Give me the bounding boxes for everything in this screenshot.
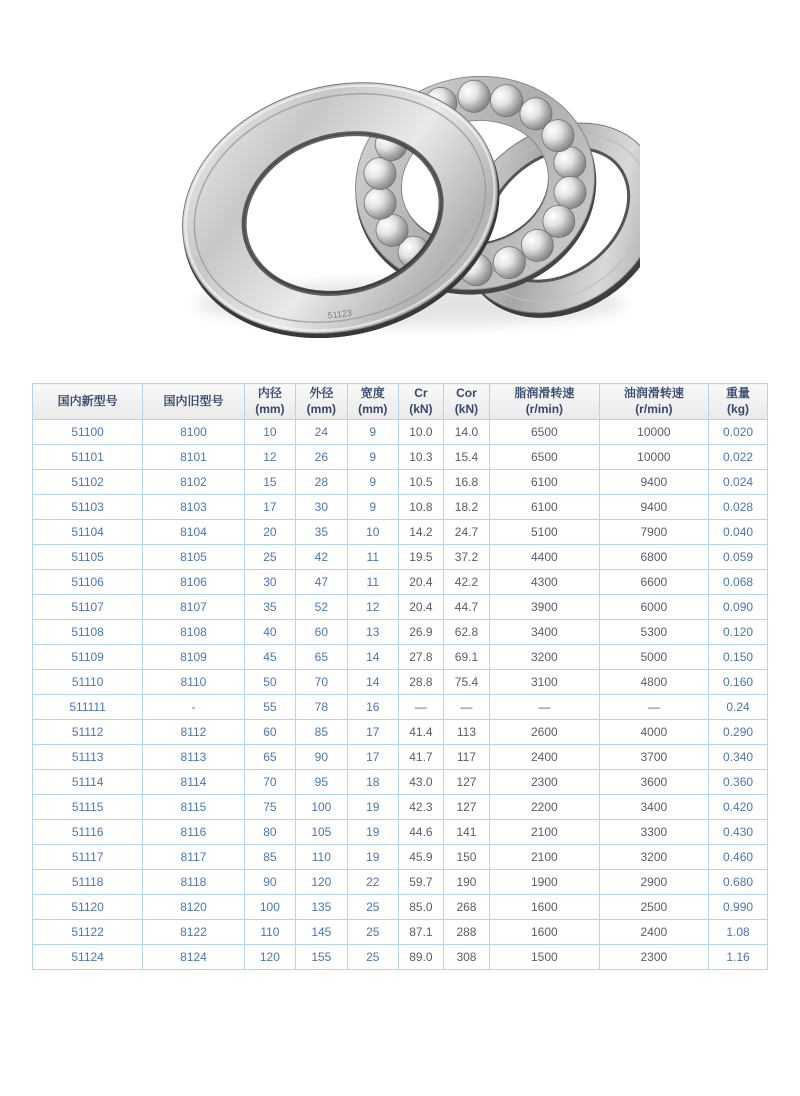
table-cell: 11 (347, 570, 398, 595)
table-cell: 85.0 (398, 895, 443, 920)
table-cell: 0.290 (709, 720, 768, 745)
spec-table-header (33, 384, 768, 420)
table-cell: 10.8 (398, 495, 443, 520)
table-row (33, 845, 768, 870)
table-cell: 51124 (33, 945, 143, 970)
table-cell: 0.340 (709, 745, 768, 770)
table-cell: — (490, 695, 600, 720)
table-row (33, 895, 768, 920)
table-cell: 10.3 (398, 445, 443, 470)
table-cell: 2400 (490, 745, 600, 770)
table-cell: 51108 (33, 620, 143, 645)
table-cell: 8124 (143, 945, 244, 970)
table-cell: 44.7 (443, 595, 489, 620)
table-row (33, 645, 768, 670)
table-cell: 26 (296, 445, 347, 470)
table-cell: 90 (296, 745, 347, 770)
table-cell: 42 (296, 545, 347, 570)
table-cell: 51116 (33, 820, 143, 845)
bearing-spec-table (32, 383, 768, 970)
table-cell: 0.022 (709, 445, 768, 470)
table-cell: 1.08 (709, 920, 768, 945)
table-cell: 150 (443, 845, 489, 870)
table-cell: 0.420 (709, 795, 768, 820)
table-cell: 14 (347, 645, 398, 670)
table-cell: 8106 (143, 570, 244, 595)
table-cell: 50 (244, 670, 295, 695)
table-cell: 11 (347, 545, 398, 570)
table-cell: 10 (244, 420, 295, 445)
table-cell: 10000 (599, 420, 709, 445)
table-cell: 20 (244, 520, 295, 545)
table-cell: 288 (443, 920, 489, 945)
table-cell: 87.1 (398, 920, 443, 945)
table-cell: 0.680 (709, 870, 768, 895)
table-cell: 8103 (143, 495, 244, 520)
table-cell: 65 (296, 645, 347, 670)
table-cell: 6600 (599, 570, 709, 595)
table-cell: 0.990 (709, 895, 768, 920)
table-cell: 51117 (33, 845, 143, 870)
table-cell: 6500 (490, 420, 600, 445)
table-cell: 4400 (490, 545, 600, 570)
table-cell: 0.120 (709, 620, 768, 645)
table-cell: 9 (347, 445, 398, 470)
col-header-8: 油润滑转速 (r/min) (599, 384, 709, 420)
table-cell: 6100 (490, 470, 600, 495)
table-cell: 113 (443, 720, 489, 745)
table-cell: 9400 (599, 470, 709, 495)
table-cell: 42.3 (398, 795, 443, 820)
table-cell: 120 (244, 945, 295, 970)
table-cell: 51120 (33, 895, 143, 920)
table-cell: 10.0 (398, 420, 443, 445)
table-cell: 155 (296, 945, 347, 970)
table-row (33, 520, 768, 545)
table-cell: 0.059 (709, 545, 768, 570)
table-cell: 12 (244, 445, 295, 470)
table-cell: 3200 (599, 845, 709, 870)
table-cell: 6800 (599, 545, 709, 570)
table-row (33, 945, 768, 970)
table-cell: 51115 (33, 795, 143, 820)
table-cell: 3100 (490, 670, 600, 695)
table-cell: 8118 (143, 870, 244, 895)
table-cell: 8116 (143, 820, 244, 845)
table-cell: 9400 (599, 495, 709, 520)
col-header-6: Cor (kN) (443, 384, 489, 420)
table-row (33, 495, 768, 520)
table-cell: 8112 (143, 720, 244, 745)
table-row (33, 870, 768, 895)
table-cell: 51122 (33, 920, 143, 945)
col-header-2: 内径 (mm) (244, 384, 295, 420)
table-cell: 52 (296, 595, 347, 620)
table-cell: 51110 (33, 670, 143, 695)
table-cell: 75 (244, 795, 295, 820)
table-cell: 16.8 (443, 470, 489, 495)
table-cell: 51109 (33, 645, 143, 670)
table-cell: 308 (443, 945, 489, 970)
table-cell: 3400 (599, 795, 709, 820)
table-cell: 20.4 (398, 595, 443, 620)
table-row (33, 695, 768, 720)
table-row (33, 795, 768, 820)
table-cell: 70 (296, 670, 347, 695)
table-cell: 51104 (33, 520, 143, 545)
table-cell: 37.2 (443, 545, 489, 570)
table-cell: 6500 (490, 445, 600, 470)
table-cell: 3400 (490, 620, 600, 645)
table-cell: 511111 (33, 695, 143, 720)
table-cell: 24 (296, 420, 347, 445)
table-cell: 4300 (490, 570, 600, 595)
table-cell: 65 (244, 745, 295, 770)
table-cell: 8107 (143, 595, 244, 620)
table-cell: 5300 (599, 620, 709, 645)
table-row (33, 820, 768, 845)
table-cell: 8100 (143, 420, 244, 445)
table-cell: 8122 (143, 920, 244, 945)
col-header-3: 外径 (mm) (296, 384, 347, 420)
table-cell: 3600 (599, 770, 709, 795)
table-cell: 0.068 (709, 570, 768, 595)
table-cell: 41.4 (398, 720, 443, 745)
table-cell: 95 (296, 770, 347, 795)
table-cell: 0.24 (709, 695, 768, 720)
col-header-4: 宽度 (mm) (347, 384, 398, 420)
col-header-0: 国内新型号 (33, 384, 143, 420)
table-cell: 117 (443, 745, 489, 770)
table-cell: 8117 (143, 845, 244, 870)
table-cell: 10 (347, 520, 398, 545)
table-cell: 51118 (33, 870, 143, 895)
table-cell: 135 (296, 895, 347, 920)
table-cell: 1600 (490, 895, 600, 920)
table-cell: 17 (347, 720, 398, 745)
thrust-bearing-photo (160, 48, 640, 338)
table-cell: 19 (347, 845, 398, 870)
table-cell: 0.090 (709, 595, 768, 620)
table-cell: - (143, 695, 244, 720)
table-cell: 2600 (490, 720, 600, 745)
table-cell: 8102 (143, 470, 244, 495)
table-cell: 30 (296, 495, 347, 520)
table-cell: 70 (244, 770, 295, 795)
table-cell: 15.4 (443, 445, 489, 470)
table-cell: 51114 (33, 770, 143, 795)
table-cell: 8105 (143, 545, 244, 570)
table-cell: 9 (347, 495, 398, 520)
table-cell: 55 (244, 695, 295, 720)
table-cell: 1.16 (709, 945, 768, 970)
table-cell: 190 (443, 870, 489, 895)
table-cell: 25 (347, 920, 398, 945)
table-cell: 268 (443, 895, 489, 920)
table-cell: 8101 (143, 445, 244, 470)
table-cell: 60 (296, 620, 347, 645)
table-cell: 1900 (490, 870, 600, 895)
table-cell: 2500 (599, 895, 709, 920)
table-cell: 8114 (143, 770, 244, 795)
table-cell: 110 (296, 845, 347, 870)
table-cell: 19 (347, 820, 398, 845)
table-cell: 2300 (490, 770, 600, 795)
table-cell: 8109 (143, 645, 244, 670)
table-cell: 51107 (33, 595, 143, 620)
table-cell: 2900 (599, 870, 709, 895)
table-cell: 120 (296, 870, 347, 895)
col-header-1: 国内旧型号 (143, 384, 244, 420)
table-cell: 2200 (490, 795, 600, 820)
table-cell: 51105 (33, 545, 143, 570)
table-cell: 47 (296, 570, 347, 595)
table-cell: 22 (347, 870, 398, 895)
table-cell: 8104 (143, 520, 244, 545)
table-cell: 28.8 (398, 670, 443, 695)
table-cell: 59.7 (398, 870, 443, 895)
table-cell: 0.028 (709, 495, 768, 520)
table-cell: 89.0 (398, 945, 443, 970)
table-cell: 14 (347, 670, 398, 695)
table-cell: 15 (244, 470, 295, 495)
table-cell: 14.2 (398, 520, 443, 545)
washer-engraving: 51123 (327, 307, 353, 321)
table-cell: 10.5 (398, 470, 443, 495)
table-cell: 4800 (599, 670, 709, 695)
table-cell: 35 (296, 520, 347, 545)
table-row (33, 570, 768, 595)
table-row (33, 670, 768, 695)
table-cell: — (398, 695, 443, 720)
col-header-9: 重量 (kg) (709, 384, 768, 420)
table-cell: 10000 (599, 445, 709, 470)
table-row (33, 720, 768, 745)
table-cell: 2100 (490, 820, 600, 845)
table-cell: 0.150 (709, 645, 768, 670)
table-cell: 9 (347, 470, 398, 495)
table-cell: 60 (244, 720, 295, 745)
table-cell: 51103 (33, 495, 143, 520)
table-row (33, 595, 768, 620)
table-cell: 45 (244, 645, 295, 670)
table-row (33, 770, 768, 795)
table-cell: 1500 (490, 945, 600, 970)
table-cell: 0.360 (709, 770, 768, 795)
table-cell: 51106 (33, 570, 143, 595)
table-cell: 145 (296, 920, 347, 945)
table-cell: 3300 (599, 820, 709, 845)
table-cell: 51113 (33, 745, 143, 770)
table-cell: 14.0 (443, 420, 489, 445)
table-cell: 75.4 (443, 670, 489, 695)
table-cell: 0.024 (709, 470, 768, 495)
table-cell: 16 (347, 695, 398, 720)
table-cell: 18.2 (443, 495, 489, 520)
table-cell: 8110 (143, 670, 244, 695)
table-cell: 45.9 (398, 845, 443, 870)
table-cell: 25 (347, 945, 398, 970)
table-cell: 43.0 (398, 770, 443, 795)
table-cell: 2300 (599, 945, 709, 970)
table-cell: 44.6 (398, 820, 443, 845)
table-cell: 127 (443, 770, 489, 795)
table-cell: 35 (244, 595, 295, 620)
table-row (33, 745, 768, 770)
table-cell: 78 (296, 695, 347, 720)
table-cell: 0.430 (709, 820, 768, 845)
product-image (160, 48, 640, 338)
table-cell: 51100 (33, 420, 143, 445)
table-cell: 85 (244, 845, 295, 870)
table-cell: 8108 (143, 620, 244, 645)
table-row (33, 545, 768, 570)
table-row (33, 445, 768, 470)
table-cell: 3200 (490, 645, 600, 670)
col-header-5: Cr (kN) (398, 384, 443, 420)
table-cell: 25 (244, 545, 295, 570)
table-cell: 0.040 (709, 520, 768, 545)
table-cell: 100 (244, 895, 295, 920)
table-cell: 5000 (599, 645, 709, 670)
table-cell: 100 (296, 795, 347, 820)
table-cell: 20.4 (398, 570, 443, 595)
table-row (33, 620, 768, 645)
table-cell: 24.7 (443, 520, 489, 545)
table-row (33, 470, 768, 495)
table-cell: 17 (244, 495, 295, 520)
table-cell: 90 (244, 870, 295, 895)
table-cell: 7900 (599, 520, 709, 545)
table-cell: 3700 (599, 745, 709, 770)
table-cell: — (443, 695, 489, 720)
table-cell: 141 (443, 820, 489, 845)
table-cell: 28 (296, 470, 347, 495)
table-cell: 8120 (143, 895, 244, 920)
table-cell: 69.1 (443, 645, 489, 670)
table-cell: 0.020 (709, 420, 768, 445)
table-row (33, 420, 768, 445)
table-cell: 6000 (599, 595, 709, 620)
table-cell: 12 (347, 595, 398, 620)
header-row (33, 384, 768, 420)
table-cell: 127 (443, 795, 489, 820)
table-cell: 27.8 (398, 645, 443, 670)
table-cell: 2400 (599, 920, 709, 945)
table-cell: 26.9 (398, 620, 443, 645)
spec-table-body (33, 420, 768, 970)
table-cell: — (599, 695, 709, 720)
table-cell: 19.5 (398, 545, 443, 570)
table-cell: 19 (347, 795, 398, 820)
table-cell: 105 (296, 820, 347, 845)
table-cell: 3900 (490, 595, 600, 620)
table-cell: 1600 (490, 920, 600, 945)
table-cell: 41.7 (398, 745, 443, 770)
table-cell: 8113 (143, 745, 244, 770)
table-cell: 0.460 (709, 845, 768, 870)
table-cell: 13 (347, 620, 398, 645)
table-cell: 6100 (490, 495, 600, 520)
table-cell: 80 (244, 820, 295, 845)
table-cell: 4000 (599, 720, 709, 745)
table-cell: 8115 (143, 795, 244, 820)
table-cell: 62.8 (443, 620, 489, 645)
table-cell: 2100 (490, 845, 600, 870)
table-cell: 40 (244, 620, 295, 645)
table-cell: 30 (244, 570, 295, 595)
table-cell: 42.2 (443, 570, 489, 595)
table-row (33, 920, 768, 945)
table-cell: 85 (296, 720, 347, 745)
table-cell: 110 (244, 920, 295, 945)
table-cell: 5100 (490, 520, 600, 545)
table-cell: 9 (347, 420, 398, 445)
table-cell: 51101 (33, 445, 143, 470)
table-cell: 51112 (33, 720, 143, 745)
table-cell: 25 (347, 895, 398, 920)
table-cell: 0.160 (709, 670, 768, 695)
table-cell: 18 (347, 770, 398, 795)
col-header-7: 脂润滑转速 (r/min) (490, 384, 600, 420)
table-cell: 17 (347, 745, 398, 770)
table-cell: 51102 (33, 470, 143, 495)
